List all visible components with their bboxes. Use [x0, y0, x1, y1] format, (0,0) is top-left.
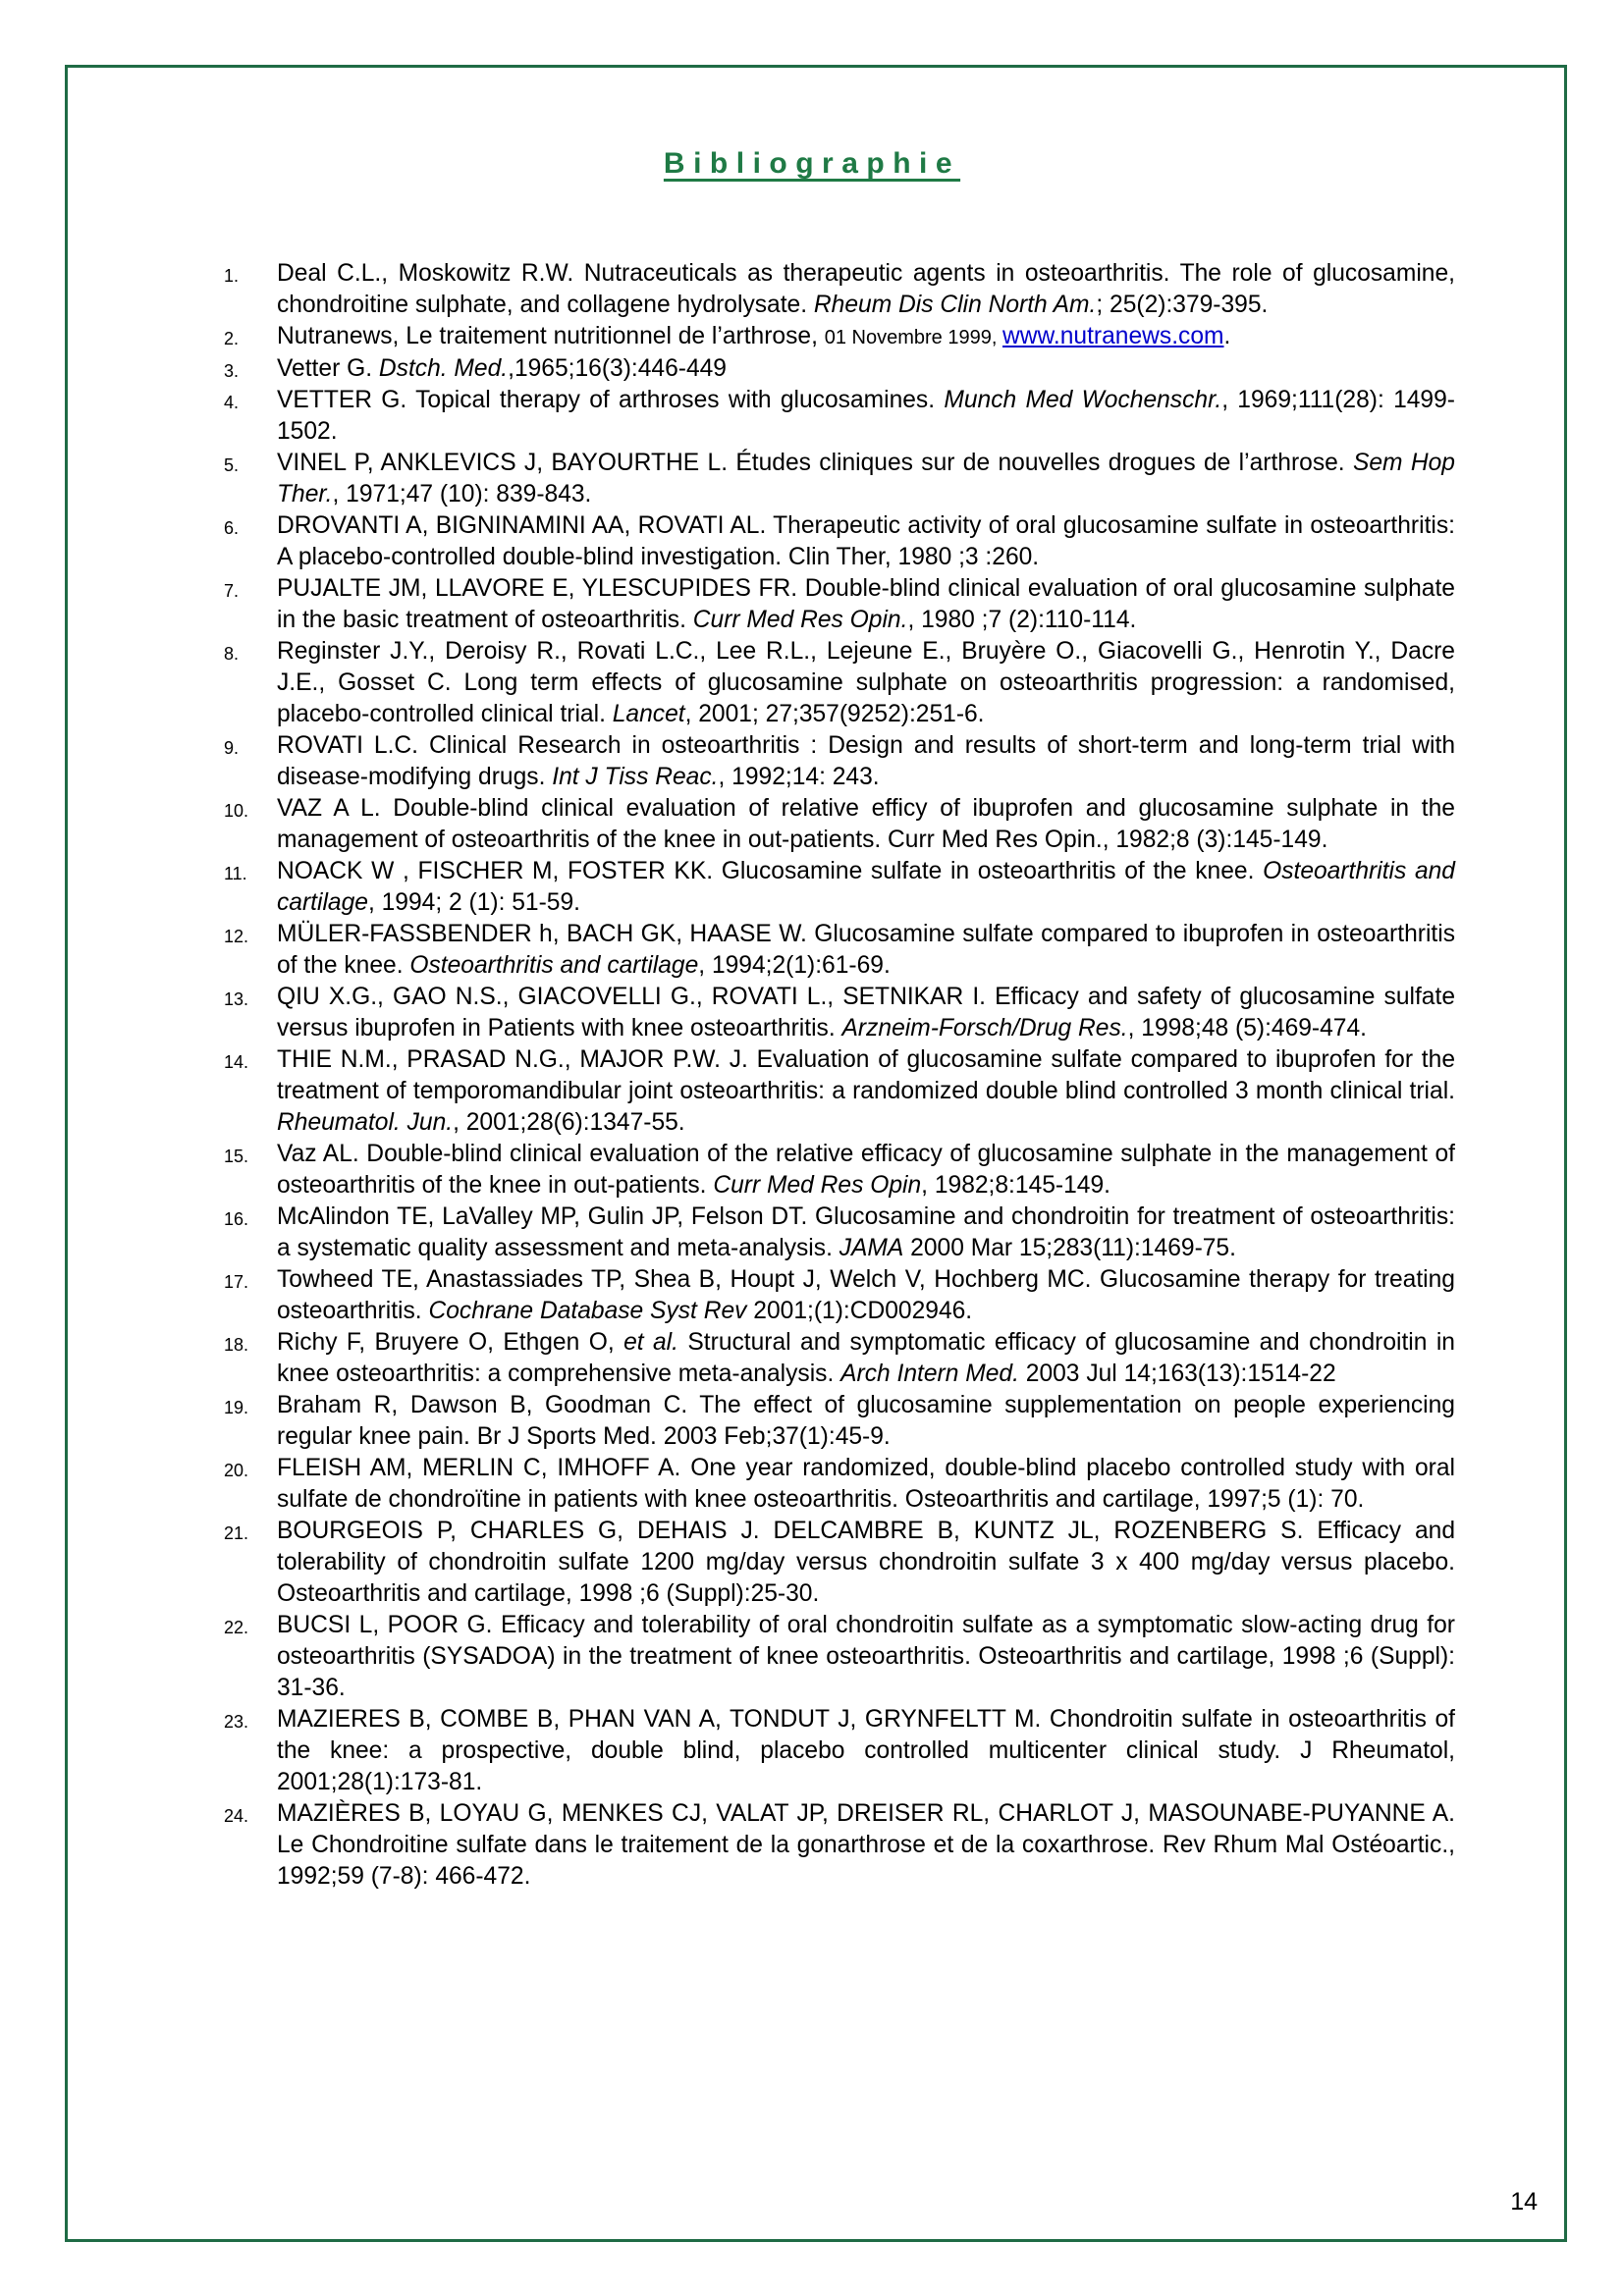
- journal-title: Int J Tiss Reac.: [552, 764, 719, 790]
- journal-title: Arch Intern Med.: [840, 1361, 1019, 1387]
- reference-text: VINEL P, ANKLEVICS J, BAYOURTHE L. Études cliniques sur de nouvelles drogues de l’arthrose.: [277, 450, 1353, 476]
- reference-number: 20.: [224, 1461, 249, 1480]
- reference-item: [0, 1327, 1455, 1390]
- reference-number: 9.: [224, 738, 240, 758]
- reference-item: [0, 353, 1455, 385]
- reference-number: 19.: [224, 1398, 249, 1417]
- reference-text: 2000 Mar 15;283(11):1469-75.: [903, 1235, 1236, 1261]
- reference-text: Reginster J.Y., Deroisy R., Rovati L.C., Lee R.L., Lejeune E., Bruyère O., Giacovelli G., Henrotin Y., Dacre J.E., Gosset C. Long term effects of glucosamine sulphate on osteoarthritis progression: a randomised, placebo-controlled clinical trial.: [277, 638, 1455, 727]
- reference-text: , 1994;2(1):61-69.: [698, 952, 891, 979]
- reference-link[interactable]: www.nutranews.com: [1001, 323, 1224, 349]
- reference-item: [0, 1516, 1455, 1610]
- reference-text: Vaz AL. Double-blind clinical evaluation of the relative efficacy of glucosamine sulphate in the management of osteoarthritis of the knee in out-patients.: [277, 1141, 1455, 1199]
- reference-item: [0, 1704, 1455, 1798]
- reference-number: 11.: [224, 864, 247, 883]
- reference-item: [0, 919, 1455, 982]
- reference-item: [0, 982, 1455, 1044]
- journal-title: et al.: [623, 1329, 678, 1356]
- reference-number: 24.: [224, 1806, 249, 1826]
- reference-text: , 1992;14: 243.: [718, 764, 880, 790]
- reference-text: ,1965;16(3):446-449: [508, 355, 727, 382]
- reference-number: 14.: [224, 1052, 249, 1072]
- journal-title: Rheum Dis Clin North Am.: [813, 292, 1097, 318]
- reference-text: , 2001;28(6):1347-55.: [453, 1109, 685, 1136]
- journal-title: Dstch. Med.: [378, 355, 509, 382]
- reference-number: 17.: [224, 1272, 249, 1292]
- reference-text: DROVANTI A, BIGNINAMINI AA, ROVATI AL. Therapeutic activity of oral glucosamine sulfate in osteoarthritis: A placebo-controlled double-blind investigation. Clin Ther, 1980 ;3 :260.: [277, 512, 1455, 570]
- reference-item: [0, 385, 1455, 448]
- reference-text: , 1969;111(28): 1499-1502.: [277, 387, 1455, 445]
- journal-title: Osteoarthritis and cartilage: [409, 952, 699, 979]
- reference-text: MAZIERES B, COMBE B, PHAN VAN A, TONDUT J, GRYNFELTT M. Chondroitin sulfate in osteoarthritis of the knee: a prospective, double blind, placebo controlled multicenter clinical study. J Rheumatol, 2001;28(1):173-81.: [277, 1706, 1455, 1795]
- reference-text: Vetter G.: [277, 355, 379, 382]
- reference-text: THIE N.M., PRASAD N.G., MAJOR P.W. J. Evaluation of glucosamine sulfate compared to ibuprofen for the treatment of temporomandibular joint osteoarthritis: a randomized double blind controlled 3 month clinical trial.: [277, 1046, 1455, 1104]
- reference-item: [0, 258, 1455, 321]
- reference-text: , 1998;48 (5):469-474.: [1127, 1015, 1367, 1041]
- reference-text: Towheed TE, Anastassiades TP, Shea B, Houpt J, Welch V, Hochberg MC. Glucosamine therapy for treating osteoarthritis.: [277, 1266, 1455, 1324]
- reference-item: [0, 1453, 1455, 1516]
- reference-number: 21.: [224, 1523, 249, 1543]
- reference-number: 2.: [224, 329, 240, 348]
- journal-title: Osteoarthritis and cartilage: [277, 858, 1455, 916]
- reference-number: 15.: [224, 1147, 249, 1166]
- reference-item: [0, 856, 1455, 919]
- reference-number: 7.: [224, 581, 240, 601]
- reference-text: , 1980 ;7 (2):110-114.: [907, 607, 1137, 633]
- reference-item: [0, 573, 1455, 636]
- reference-item: [0, 793, 1455, 856]
- reference-number: 22.: [224, 1618, 249, 1637]
- reference-item: [0, 1264, 1455, 1327]
- reference-text: .: [1223, 323, 1231, 349]
- reference-text: Braham R, Dawson B, Goodman C. The effect of glucosamine supplementation on people experiencing regular knee pain. Br J Sports Med. 2003 Feb;37(1):45-9.: [277, 1392, 1455, 1450]
- reference-text: ; 25(2):379-395.: [1096, 292, 1269, 318]
- reference-text: QIU X.G., GAO N.S., GIACOVELLI G., ROVATI L., SETNIKAR I. Efficacy and safety of glucosamine sulfate versus ibuprofen in Patients with knee osteoarthritis.: [277, 984, 1455, 1041]
- reference-text: Deal C.L., Moskowitz R.W. Nutraceuticals as therapeutic agents in osteoarthritis. The role of glucosamine, chondroitine sulphate, and collagene hydrolysate.: [277, 260, 1455, 318]
- reference-item: [0, 1610, 1455, 1704]
- reference-item: [0, 510, 1455, 573]
- reference-text: McAlindon TE, LaValley MP, Gulin JP, Felson DT. Glucosamine and chondroitin for treatment of osteoarthritis: a systematic quality assessment and meta-analysis.: [277, 1203, 1455, 1261]
- reference-number: 23.: [224, 1712, 249, 1732]
- reference-number: 6.: [224, 518, 240, 538]
- reference-number: 4.: [224, 393, 240, 412]
- reference-item: [0, 1139, 1455, 1201]
- reference-text: , 1994; 2 (1): 51-59.: [367, 889, 580, 916]
- reference-item: [0, 448, 1455, 510]
- reference-number: 10.: [224, 801, 249, 821]
- journal-title: Munch Med Wochenschr.: [944, 387, 1222, 413]
- reference-number: 12.: [224, 927, 249, 946]
- reference-item: [0, 1798, 1455, 1893]
- reference-number: 16.: [224, 1209, 249, 1229]
- reference-number: 18.: [224, 1335, 249, 1355]
- reference-text: NOACK W , FISCHER M, FOSTER KK. Glucosamine sulfate in osteoarthritis of the knee.: [277, 858, 1264, 884]
- reference-item: [0, 1044, 1455, 1139]
- reference-text: PUJALTE JM, LLAVORE E, YLESCUPIDES FR. Double-blind clinical evaluation of oral glucosamine sulphate in the basic treatment of osteoarthritis.: [277, 575, 1455, 633]
- reference-number: 3.: [224, 361, 240, 381]
- reference-text: VAZ A L. Double-blind clinical evaluation of relative efficy of ibuprofen and glucosamine sulphate in the management of osteoarthritis of the knee in out-patients. Curr Med Res Opin., 1982;8 (3):145-149.: [277, 795, 1455, 853]
- reference-text: ROVATI L.C. Clinical Research in osteoarthritis : Design and results of short-term and long-term trial with disease-modifying drugs.: [277, 732, 1455, 790]
- journal-title: Rheumatol. Jun.: [277, 1109, 454, 1136]
- reference-item: [0, 730, 1455, 793]
- reference-item: [0, 1201, 1455, 1264]
- reference-number: 13.: [224, 989, 249, 1009]
- reference-text: , 1982;8:145-149.: [921, 1172, 1110, 1199]
- reference-text: , 2001; 27;357(9252):251-6.: [684, 701, 985, 727]
- reference-text: MÜLER-FASSBENDER h, BACH GK, HAASE W. Glucosamine sulfate compared to ibuprofen in osteoarthritis of the knee.: [277, 921, 1455, 979]
- journal-title: Arzneim-Forsch/Drug Res.: [841, 1015, 1128, 1041]
- reference-item: [0, 321, 1455, 353]
- reference-number: 8.: [224, 644, 240, 664]
- reference-text: Structural and symptomatic efficacy of glucosamine and chondroitin in knee osteoarthritis: a comprehensive meta-analysis.: [277, 1329, 1455, 1387]
- journal-title: Sem Hop Ther.: [277, 450, 1455, 507]
- reference-number: 5.: [224, 455, 240, 475]
- journal-title: Curr Med Res Opin: [713, 1172, 922, 1199]
- reference-text: Richy F, Bruyere O, Ethgen O,: [277, 1329, 624, 1356]
- reference-text: BUCSI L, POOR G. Efficacy and tolerability of oral chondroitin sulfate as a symptomatic slow-acting drug for osteoarthritis (SYSADOA) in the treatment of knee osteoarthritis. Osteoarthritis and cartilage, 1998 ;6 (Suppl): 31-36.: [277, 1612, 1455, 1701]
- reference-list: [0, 258, 1624, 1893]
- reference-date: 01 Novembre 1999,: [824, 327, 1002, 348]
- reference-text: MAZIÈRES B, LOYAU G, MENKES CJ, VALAT JP, DREISER RL, CHARLOT J, MASOUNABE-PUYANNE A. Le Chondroitine sulfate dans le traitement de la gonarthrose et de la coxarthrose. Rev Rhum Mal Ostéoartic., 1992;59 (7-8): 466-472.: [277, 1800, 1455, 1890]
- reference-text: , 1971;47 (10): 839-843.: [332, 481, 592, 507]
- reference-text: 2003 Jul 14;163(13):1514-22: [1018, 1361, 1336, 1387]
- reference-text: BOURGEOIS P, CHARLES G, DEHAIS J. DELCAMBRE B, KUNTZ JL, ROZENBERG S. Efficacy and tolerability of chondroitin sulfate 1200 mg/day versus chondroitin sulfate 3 x 400 mg/day versus placebo. Osteoarthritis and cartilage, 1998 ;6 (Suppl):25-30.: [277, 1518, 1455, 1607]
- journal-title: Curr Med Res Opin.: [692, 607, 908, 633]
- reference-text: Nutranews, Le traitement nutritionnel de l’arthrose,: [277, 323, 825, 349]
- reference-item: [0, 1390, 1455, 1453]
- journal-title: JAMA: [839, 1235, 904, 1261]
- reference-number: 1.: [224, 266, 240, 286]
- page-number: 14: [1510, 2188, 1538, 2216]
- reference-text: FLEISH AM, MERLIN C, IMHOFF A. One year randomized, double-blind placebo controlled study with oral sulfate de chondroïtine in patients with knee osteoarthritis. Osteoarthritis and cartilage, 1997;5 (1): 70.: [277, 1455, 1455, 1513]
- journal-title: Cochrane Database Syst Rev: [428, 1298, 747, 1324]
- reference-text: 2001;(1):CD002946.: [746, 1298, 973, 1324]
- reference-text: VETTER G. Topical therapy of arthroses with glucosamines.: [277, 387, 945, 413]
- page-title: Bibliographie: [663, 147, 961, 180]
- reference-item: [0, 636, 1455, 730]
- journal-title: Lancet: [612, 701, 685, 727]
